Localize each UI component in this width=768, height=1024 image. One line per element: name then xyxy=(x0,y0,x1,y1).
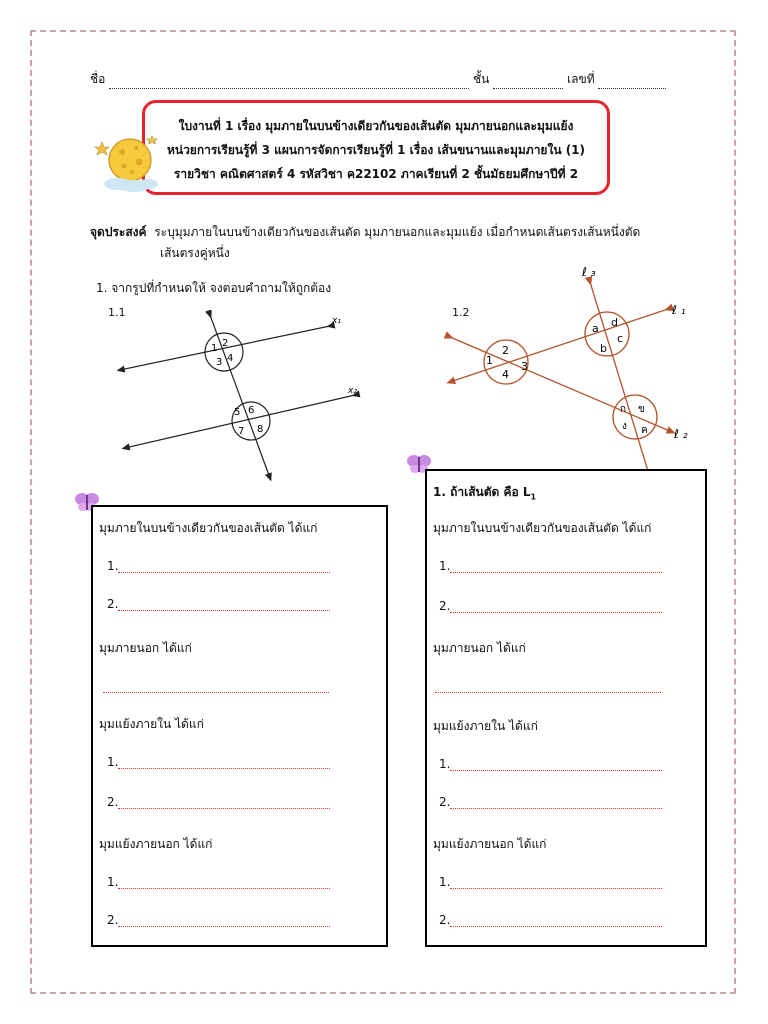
item-number: 1. xyxy=(107,755,119,769)
number-label: เลขที่ xyxy=(567,72,595,86)
item-number: 1. xyxy=(439,559,451,573)
answer-box-1-2 xyxy=(425,469,707,947)
angle-d-label: d xyxy=(611,316,618,329)
purpose-text: ระบุมุมภายในบนข้างเดียวกันของเส้นตัด มุมภายนอกและมุมแย้ง เมื่อกำหนดเส้นตรงเส้นหนึ่งตัด xyxy=(154,225,641,239)
answer-row xyxy=(107,755,330,769)
line-x1-label: x₁ xyxy=(332,316,341,326)
interior-same-side-label: มุมภายในบนข้างเดียวกันของเส้นตัด ได้แก่ xyxy=(99,521,318,535)
number-blank[interactable] xyxy=(598,77,666,89)
item-number: 1. xyxy=(439,757,451,771)
item-number: 2. xyxy=(107,913,119,927)
answer-row xyxy=(435,679,661,693)
angle-a-label: a xyxy=(592,322,599,335)
exterior-label: มุมภายนอก ได้แก่ xyxy=(99,641,192,655)
item-number: 1. xyxy=(107,875,119,889)
transversal-subscript: 1 xyxy=(530,492,537,502)
angle-khor-label: ข xyxy=(638,404,645,415)
line-l1-label: ℓ ₁ xyxy=(672,303,686,317)
answer-row xyxy=(107,913,330,927)
angle-3-label: 3 xyxy=(216,357,223,368)
course-info: รายวิชา คณิตศาสตร์ 4 รหัสวิชา ค22102 ภาคเรียนที่ 2 ชั้นมัธยมศึกษาปีที่ 2 xyxy=(173,167,579,181)
answer-blank[interactable] xyxy=(118,560,330,573)
answer-row xyxy=(439,875,662,889)
purpose-section xyxy=(90,222,680,264)
answer-blank[interactable] xyxy=(450,876,662,889)
answer-blank[interactable] xyxy=(435,680,661,693)
item-number: 2. xyxy=(439,795,451,809)
item-number: 2. xyxy=(439,913,451,927)
item-number: 2. xyxy=(107,597,119,611)
answer-blank[interactable] xyxy=(450,600,662,613)
angle-6-label: 6 xyxy=(248,405,255,416)
answer-row xyxy=(107,795,330,809)
answer-row xyxy=(107,597,330,611)
angle-4-label: 4 xyxy=(227,353,234,364)
angle-3-label: 3 xyxy=(521,360,528,373)
answer-blank[interactable] xyxy=(118,756,330,769)
moon-illustration xyxy=(94,132,166,196)
alt-interior-label: มุมแย้งภายใน ได้แก่ xyxy=(433,719,538,733)
angle-8-label: 8 xyxy=(257,424,264,435)
answer-row xyxy=(103,679,329,693)
answer-blank[interactable] xyxy=(450,796,662,809)
answer-row xyxy=(107,559,330,573)
answer-box-1-1 xyxy=(91,505,388,947)
answer-row xyxy=(439,599,662,613)
angle-5-label: 5 xyxy=(234,407,241,418)
class-blank[interactable] xyxy=(493,77,563,89)
worksheet-title: ใบงานที่ 1 เรื่อง มุมภายในบนข้างเดียวกันของเส้นตัด มุมภายนอกและมุมแย้ง xyxy=(178,119,574,133)
figure-1-2 xyxy=(440,262,700,490)
answer-row xyxy=(439,913,662,927)
answer-blank[interactable] xyxy=(450,914,662,927)
answer-blank[interactable] xyxy=(450,560,662,573)
angle-khor2-label: ค xyxy=(641,425,648,436)
figure-1-1 xyxy=(110,310,370,485)
answer-row xyxy=(439,559,662,573)
purpose-text-cont: เส้นตรงคู่หนึ่ง xyxy=(160,246,230,260)
name-label: ชื่อ xyxy=(90,72,106,86)
answer-row xyxy=(107,875,330,889)
answer-blank[interactable] xyxy=(103,680,329,693)
angle-kor-label: ก xyxy=(620,404,627,415)
angle-1-label: 1 xyxy=(211,343,218,354)
item-number: 2. xyxy=(107,795,119,809)
item-number: 2. xyxy=(439,599,451,613)
name-blank[interactable] xyxy=(109,77,469,89)
item-number: 1. xyxy=(439,875,451,889)
answer-row xyxy=(439,757,662,771)
angle-4-label: 4 xyxy=(502,368,509,381)
angle-c-label: c xyxy=(617,332,624,345)
angle-ngor-label: ง xyxy=(622,421,627,432)
angle-2-label: 2 xyxy=(222,338,229,349)
angle-b-label: b xyxy=(600,342,607,355)
line-x2-label: x₂ xyxy=(348,386,357,396)
answer-blank[interactable] xyxy=(118,876,330,889)
alt-exterior-label: มุมแย้งภายนอก ได้แก่ xyxy=(99,837,213,851)
answer-row xyxy=(439,795,662,809)
answer-blank[interactable] xyxy=(118,598,330,611)
line-l3-label: ℓ ₃ xyxy=(582,265,596,279)
line-l2-label: ℓ ₂ xyxy=(674,427,688,441)
alt-interior-label: มุมแย้งภายใน ได้แก่ xyxy=(99,717,204,731)
angle-7-label: 7 xyxy=(238,426,245,437)
question-1: 1. จากรูปที่กำหนดให้ จงตอบคำถามให้ถูกต้อง xyxy=(96,281,332,295)
figure-1-1-label: 1.1 xyxy=(108,306,126,319)
student-info-line xyxy=(90,70,666,89)
item-number: 1. xyxy=(107,559,119,573)
title-box xyxy=(142,100,610,195)
exterior-label: มุมภายนอก ได้แก่ xyxy=(433,641,526,655)
transversal-heading-text: 1. ถ้าเส้นตัด คือ L xyxy=(433,485,531,499)
learning-unit: หน่วยการเรียนรู้ที่ 3 แผนการจัดการเรียนรู้ที่ 1 เรื่อง เส้นขนานและมุมภายใน (1) xyxy=(166,143,586,157)
alt-exterior-label: มุมแย้งภายนอก ได้แก่ xyxy=(433,837,547,851)
purpose-label: จุดประสงค์ xyxy=(90,225,147,239)
figure-1-2-label: 1.2 xyxy=(452,306,470,319)
class-label: ชั้น xyxy=(473,72,490,86)
angle-2-label: 2 xyxy=(502,344,509,357)
transversal-heading xyxy=(433,483,536,502)
angle-1-label: 1 xyxy=(486,354,493,367)
interior-same-side-label: มุมภายในบนข้างเดียวกันของเส้นตัด ได้แก่ xyxy=(433,521,652,535)
answer-blank[interactable] xyxy=(450,758,662,771)
answer-blank[interactable] xyxy=(118,914,330,927)
answer-blank[interactable] xyxy=(118,796,330,809)
